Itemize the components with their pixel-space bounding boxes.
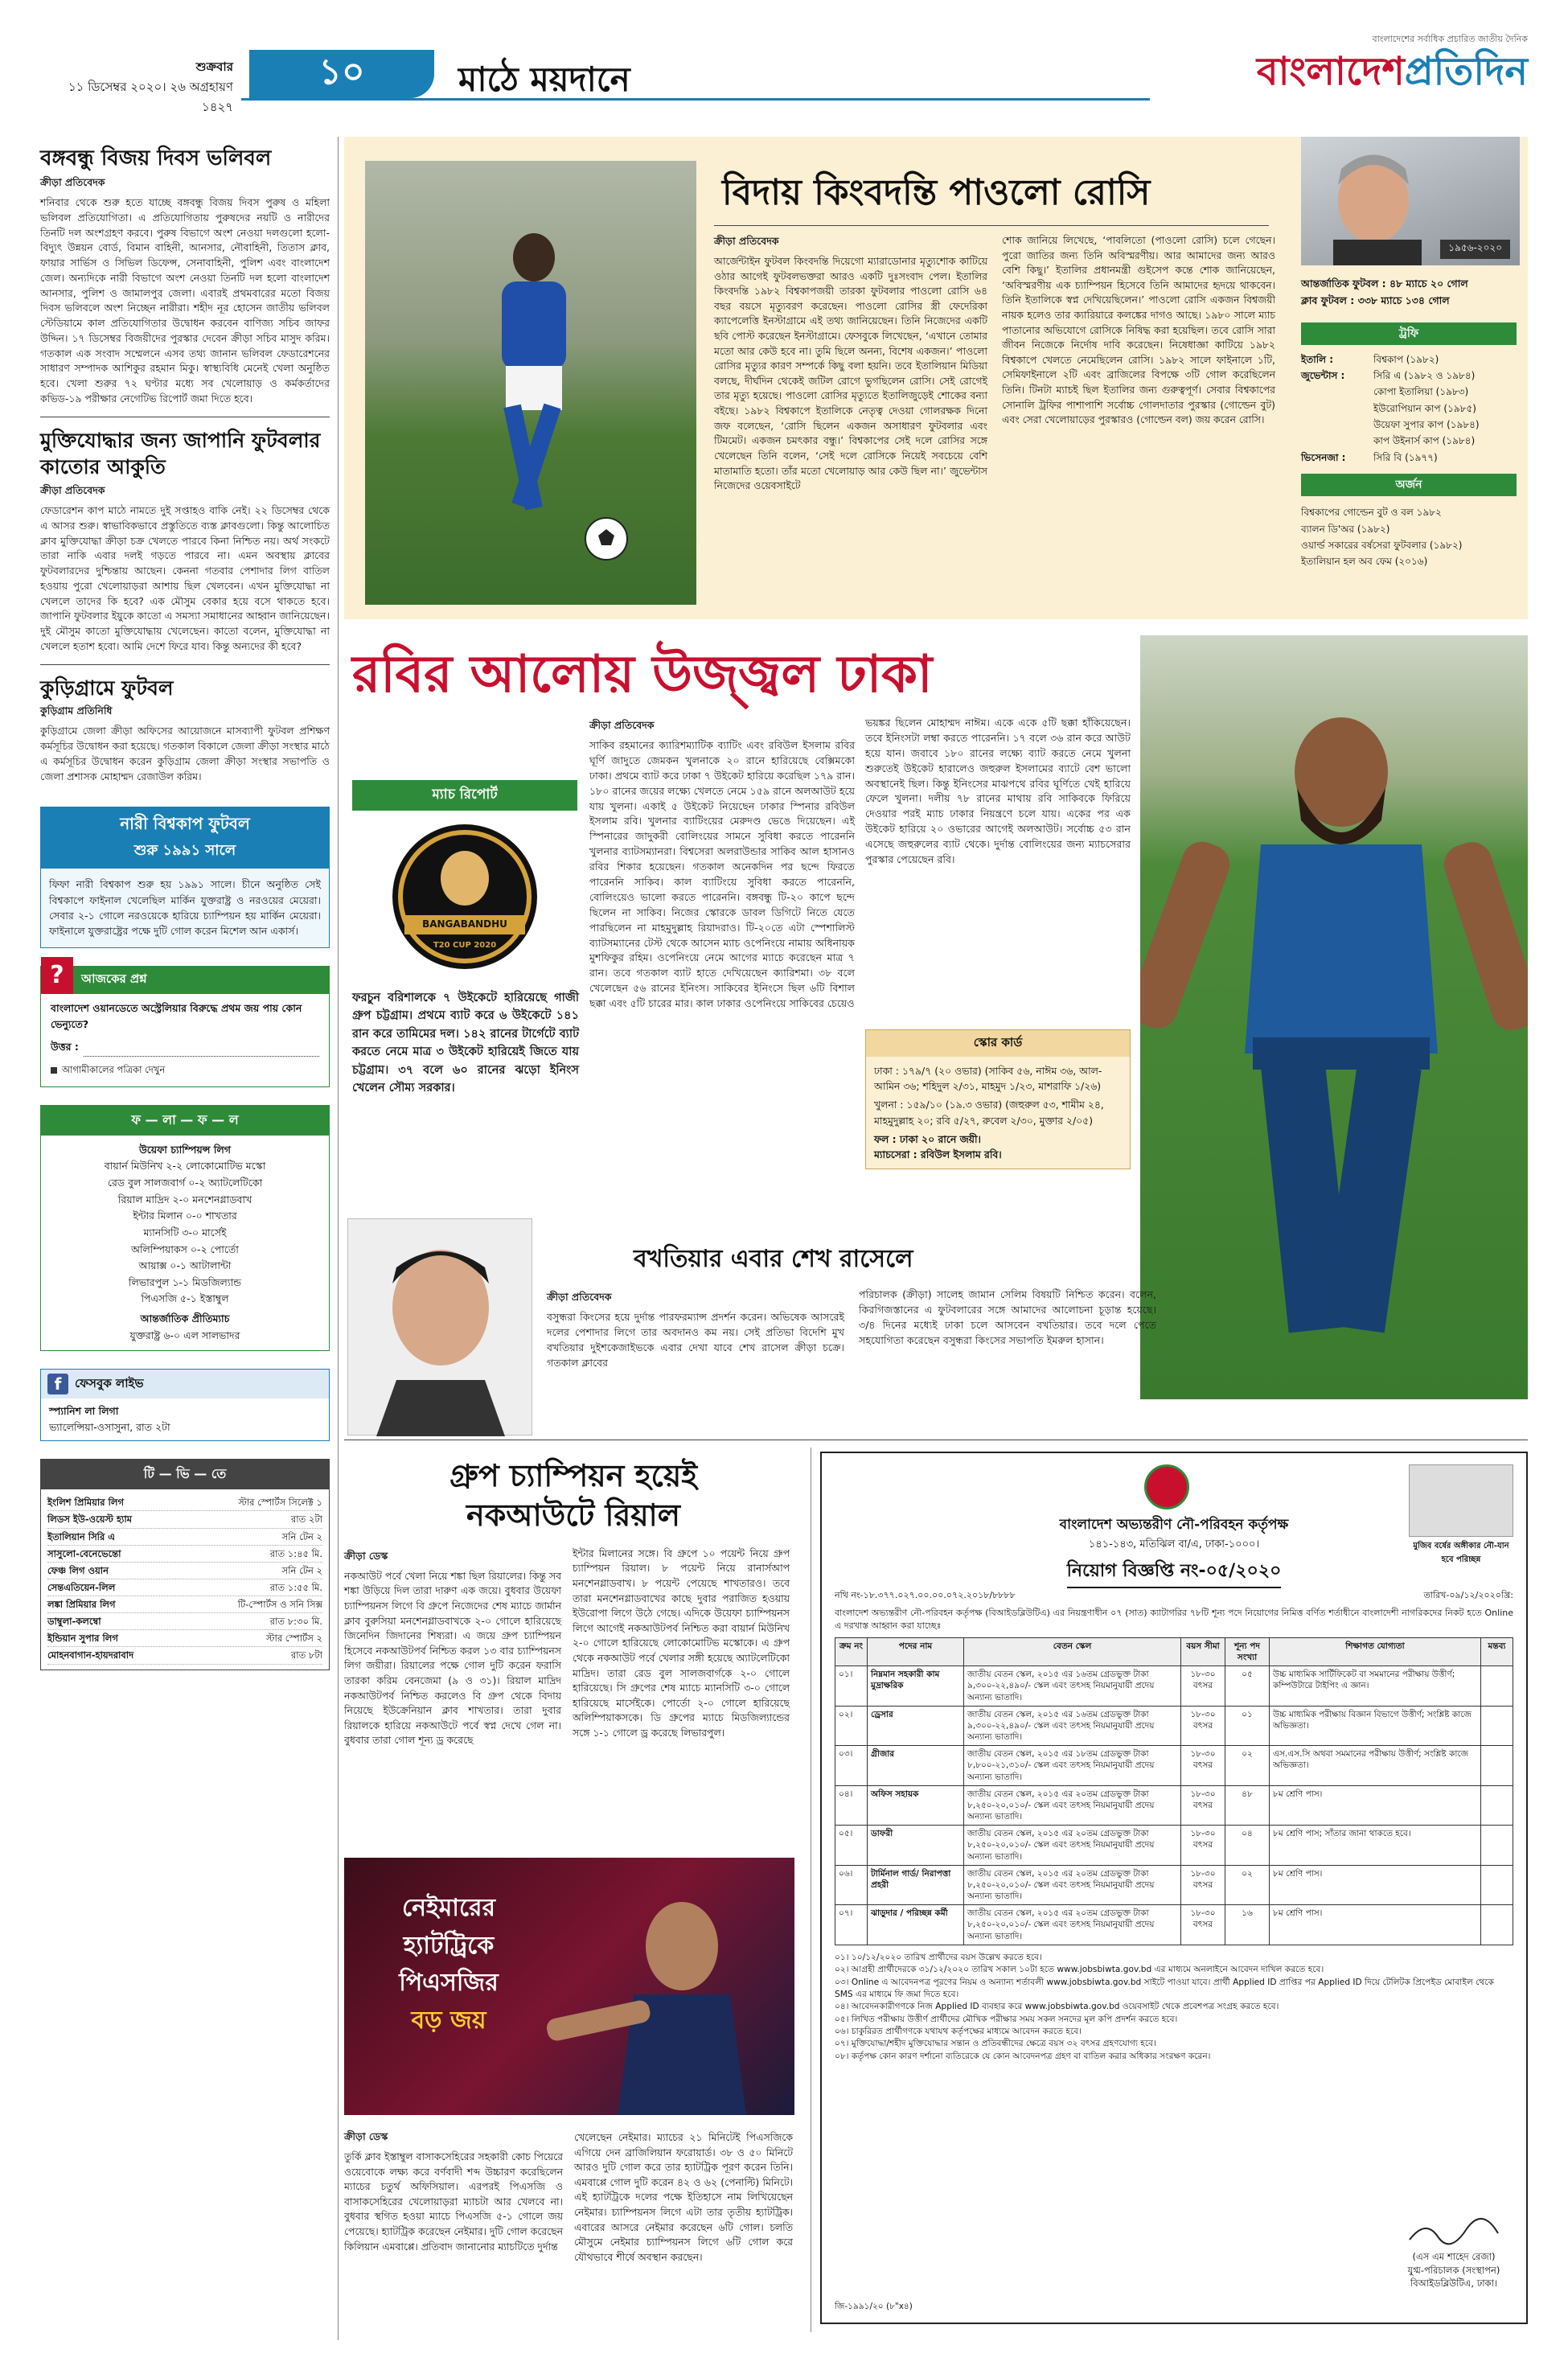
dhaka-col-2 — [865, 716, 1131, 868]
ad-memo-date: তারিখ-০৯/১২/২০২০খ্রি: — [1423, 1590, 1513, 1600]
trophy-team: ইতালি : — [1301, 353, 1334, 365]
column-divider — [338, 137, 339, 2340]
bakhtiyar-article — [344, 1210, 1172, 1452]
result-item: ইন্টার মিলান ০-০ শাখতার — [133, 1210, 237, 1222]
tv-name: লিডস ইউ-ওয়েস্ট হ্যাম — [47, 1514, 133, 1526]
page-number: ১০ — [318, 51, 365, 92]
achievement-title: অর্জন — [1301, 474, 1517, 496]
achievement-item: ইতালিয়ান হল অব ফেম (২০১৬) — [1301, 556, 1428, 568]
trophy-team: জুভেন্টাস : — [1301, 369, 1345, 381]
tv-name: ফেঞ্চ লিগ ওয়ান — [47, 1564, 109, 1576]
job-edu: এস.এস.সি অথবা সমমানের পরীক্ষায় উত্তীর্ণ; সংশ্লিষ্ট কাজে অভিজ্ঞতা। — [1270, 1746, 1481, 1786]
paper-name-1: বাংলাদেশ — [1256, 49, 1405, 94]
bakhtiyar-headline: বখতিয়ার এবার শেখ রাসেলে — [634, 1245, 913, 1273]
result-item: লিভারপুল ১-১ মিডজিল্যান্ড — [128, 1275, 242, 1288]
result-item: রিয়াল মাদ্রিদ ২-০ মনশেনগ্লাডবাখ — [117, 1193, 252, 1205]
player-portrait-figure — [348, 1219, 533, 1436]
job-age: ১৮-৩০ বৎসর — [1181, 1666, 1225, 1707]
trophy-team: ভিসেনজা : — [1301, 451, 1346, 463]
jobs-col-header: পদের নাম — [868, 1637, 964, 1665]
rossi-stat-intl: আন্তর্জাতিক ফুটবল : ৪৮ ম্যাচে ২০ গোল — [1301, 277, 1468, 290]
kurigram-body: কুড়িগ্রামে জেলা ক্রীড়া অফিসের আয়োজনে মাসব্যাপী ফুটবল প্রশিক্ষণ কর্মসূচির উদ্বোধন করা হয়েছে। গতকাল বিকালে জেলা ক্রীড়া সংস্থার মাঠে এ কর্মসূচির উদ্বোধন করেন কুড়িগ্রাম জেলা ক্রীড়া সংস্থার সভাপতি ও জেলা প্রশাসক মোহাম্মদ রেজাউল করিম। — [40, 725, 330, 782]
paper-logo — [1190, 32, 1528, 121]
real-headline-2: নকআউটে রিয়াল — [466, 1497, 680, 1534]
tv-row — [47, 1613, 322, 1630]
rossi-col-1 — [714, 232, 987, 494]
bakhtiyar-col-1 — [547, 1288, 844, 1371]
ad-notes — [835, 1952, 1513, 2063]
paper-tagline: বাংলাদেশের সর্বাধিক প্রচারিত জাতীয় দৈনিক — [1372, 34, 1528, 44]
trophy-item: সিরি বি (১৯৭৭) — [1373, 451, 1438, 463]
trophy-row — [1301, 433, 1517, 449]
left-column — [40, 145, 330, 2332]
job-age: ১৮-৩০ বৎসর — [1181, 1706, 1225, 1746]
scorecard-title: স্কোর কার্ড — [866, 1030, 1130, 1057]
masthead-rule — [241, 98, 1150, 101]
volleyball-byline: ক্রীড়া প্রতিবেদক — [40, 176, 105, 189]
quiz-answer-line — [84, 1041, 319, 1057]
dhaka-headline: রবির আলোয় উজ্জ্বল ঢাকা — [352, 644, 933, 704]
quiz-answer-label: উত্তর : — [51, 1040, 79, 1053]
job-count: ০২ — [1225, 1865, 1270, 1905]
result-item: অলিম্পিয়াকস ০-২ পোর্তো — [131, 1242, 239, 1255]
job-count: ০১ — [1225, 1706, 1270, 1746]
tv-info: রাত ৮টা — [290, 1649, 322, 1661]
job-remark — [1481, 1666, 1513, 1707]
trophy-item: কোপা ইতালিয়া (১৯৮৩) — [1373, 386, 1469, 398]
neymar-body-2: খেলেছেন নেইমার। ম্যাচের ২১ মিনিটেই পিএসজিকে এগিয়ে দেন ব্রাজিলিয়ান ফরোয়ার্ড। ৩৮ ও ৫০ মিনিটে আরও দুটি গোল করে তার হ্যাটট্রিক পূরণ করেন তিনি। এমবাপ্পে গোল দুটি করেন ৪২ ও ৬২ (পেনাল্টি) মিনিটে। এই হ্যাটট্রিকে দলের পক্ষে ইতিহাসে নাম লিখিয়েছেন নেইমার। চ্যাম্পিয়নস লিগে এটা তার তৃতীয় হ্যাটট্রিক। এবারের আসরে নেইমার করেছেন ৬টি গোল। চলতি মৌসুমে নেইমার চ্যাম্পিয়নস লিগে ৬টি গোল করে যৌথভাবে শীর্ষে অবস্থান করছেন। — [574, 2131, 793, 2263]
job-age: ১৮-৩০ বৎসর — [1181, 1785, 1225, 1826]
tv-info: সনি টেন ২ — [281, 1530, 322, 1542]
trophy-row — [1301, 400, 1517, 417]
tv-box — [40, 1459, 330, 1670]
tv-name: ইংলিশ প্রিমিয়ার লিগ — [47, 1497, 124, 1509]
achievement-item: বিশ্বকাপের গোল্ডেন বুট ও বল ১৯৮২ — [1301, 507, 1442, 519]
neymar-article — [344, 1850, 802, 2332]
achievement-item: ওয়ার্ল্ড সকারের বর্ষসেরা ফুটবলার (১৯৮২) — [1301, 540, 1463, 552]
job-edu: ৮ম শ্রেণি পাস। — [1270, 1785, 1481, 1826]
paper-name-2: প্রতিদিন — [1404, 49, 1528, 94]
bakhtiyar-body-1: বসুন্ধরা কিংসের হয়ে দুর্দান্ত পারফরম্যান্স প্রদর্শন করেন। অভিষেক আসরেই দলের পেশাদার লিগে তার অবদানও কম নয়। সেই প্রতিভা বিদেশি মুখ বখতিয়ার দুইশকেজাইভকে এবার দেখা যাবে শেখ রাসেল ক্রীড়া চক্রে। গতকাল ক্লাবের — [547, 1311, 844, 1369]
tv-row — [47, 1494, 322, 1511]
ad-org: বাংলাদেশ অভ্যন্তরীণ নৌ-পরিবহন কর্তৃপক্ষ — [1059, 1517, 1289, 1533]
quiz-note: আগামীকালের পত্রিকা দেখুন — [62, 1063, 166, 1075]
quiz-question: বাংলাদেশ ওয়ানডেতে অস্ট্রেলিয়ার বিরুদ্ধে প্রথম জয় পায় কোন ভেন্যুতে? — [51, 1001, 302, 1030]
result-item: বায়ার্ন মিউনিখ ২-২ লোকোমোটিভ মস্কো — [104, 1160, 266, 1173]
ad-note: ০১। ১০/১২/২০২০ তারিখ প্রার্থীদের বয়স উল্লেখ করতে হবে। — [835, 1952, 1042, 1962]
bakhtiyar-photo — [347, 1218, 532, 1435]
job-no: ০১। — [835, 1666, 868, 1707]
ad-note: ০৩। Online এ আবেদনপত্র পূরণের নিয়ম ও অন্যান্য শর্তাবলী www.jobsbiwta.gov.bd সাইটে পাওয়া যাবে। প্রার্থী Applied ID প্রাপ্তির পর Applied ID দিয়ে টেলিটক প্রিপেইড মোবাইল থেকে SMS এর মাধ্যমে ফি জমা দিতে হবে। — [835, 1977, 1494, 1999]
tv-name: সেন্তএতিয়েন-লিল — [47, 1581, 116, 1593]
rossi-years: ১৯৫৬-২০২০ — [1440, 240, 1510, 259]
job-post: নিম্নমান সহকারী কাম মুদ্রাক্ষরিক — [868, 1666, 964, 1707]
results-box — [40, 1105, 330, 1352]
job-post: ঝাড়ুদার / পরিচ্ছন্ন কর্মী — [868, 1905, 964, 1945]
dhaka-body-1: সাকিব রহমানের ক্যারিশম্যাটিক ব্যাটিং এবং রবিউল ইসলাম রবির ঘূর্ণি জাদুতে জেমকন খুলনাকে ২০ রানে হারিয়েছে বেক্সিমকো ঢাকা। প্রথমে ব্যাট করে ঢাকা ৭ উইকেট হারিয়ে করেছিল ১৭৯ রান। ১৮০ রানের জয়ের লক্ষ্যে খেলতে নেমে ১৫৯ রানে অলআউট হয়ে যায় খুলনা। একাই ৫ উইকেট নিয়েছেন ঢাকার স্পিনার রবিউল ইসলাম রবি। খুলনার ব্যাটিংয়ের মেরুদণ্ড ভেঙে দিয়েছেন। এই স্পিনারের জাদুকরী বোলিংয়ের সামনে সুবিধা করতে পারেননি খুলনার ব্যাটসম্যানরা। বিশ্বসেরা অলরাউন্ডার সাকিব আল হাসানও রবির শিকার হয়েছেন। গতকাল অনেকদিন পর ছন্দে ফিরতে পারেননি সাকিব। কাল ব্যাটিংয়ে সুবিধা করতে পারেননি, বোলিংয়েও ভালো করতে পারেননি। বঙ্গবন্ধু টি-২০ কাপে ছন্দে ছিলেন না সাকিব। নিজের স্কোরকে ডাবল ডিগিটে নিতে যেতে পারছিলেন না মাহমুদুল্লাহ রিয়াদরাও। টি-২০তে এটা স্পেশালিস্ট ব্যাটসম্যানের টেস্ট থেকে আসেন ম্যাচ ওপেনিংয়ে নামায় অধিনায়ক মুশফিকুর রহিম। ওপেনিংয়ে নেমে আগের ম্যাচে করেছেন মাত্র ৭ রান। তবে গতকাল ব্যাট হাতে দেখিয়েছেন ক্যারিশমা। ৩৮ বলে খেলেছেন ৫৬ রানের ইনিংস। সাকিবের ইনিংসে ছিল ৬টি বিশাল ছক্কা এবং ৫টি চারের মার। কাল ঢাকার ওপেনিংয়ে সাকিবের চেয়েও — [589, 739, 855, 1010]
tv-name: ডাম্বুলা-কলম্বো — [47, 1616, 101, 1628]
job-age: ১৮-৩০ বৎসর — [1181, 1865, 1225, 1905]
sig-title: যুগ্ম-পরিচালক (সংস্থাপন) — [1407, 2264, 1500, 2276]
rossi-body-1: আর্জেন্টাইন ফুটবল কিংবদন্তি দিয়েগো ম্যারাডোনার মৃত্যুশোক কাটিয়ে ওঠার আগেই ফুটবলভক্তরা আরও একটি দুঃসংবাদ পেল। ইতালির কিংবদন্তি ১৯৮২ বিশ্বকাপজয়ী তারকা ফুটবলার পাওলো রোসি ৬৪ বছর বয়সে মৃত্যুবরণ করেছেন। পাওলো রোসির স্ত্রী ফেদেরিকা ক্যাপেলেত্তি ইনস্টাগ্রামে এই তথ্য জানিয়েছেন। তিনি নিজেদের একটি ছবি পোস্ট করেছেন ইনস্টাগ্রামে। ফেসবুকে লিখেছেন, ‘এখানে তোমার মতো আর কেউ হবে না। তুমি ছিলে অনন্য, বিশেষ একজন।’ পাওলো রোসির মৃত্যুর কারণ সম্পর্কে কিছু বলা হয়নি। তবে ইতালিয়ান মিডিয়া বলছে, দীর্ঘদিন থেকেই জটিল রোগে ভুগছিলেন রোসি। সেই রোগেই তার মৃত্যু হয়েছে। পাওলো রোসির মৃত্যুতে ইতালিজুড়েই শোকের বন্যা বইছে। ১৯৮২ বিশ্বকাপে ইতালিকে নেতৃত্ব দেওয়া গোলরক্ষক দিনো জফ বলেছেন, ‘রোসি ছিলেন একজন অসাধারণ ফুটবলার এবং টিমমেট। একজন চমৎকার বন্ধু।’ বিশ্বকাপের সেই দলে রোসির সঙ্গে খেলেছেন তিনি বলেন, ‘সেই দলে রোসিকে নিয়েই সবচেয়ে বেশি মাতামাতি হতো। তাঁর মতো খেলোয়াড় আর কেউ ছিল না।’ জুভেন্টাস নিজেদের ওয়েবসাইটে — [714, 255, 987, 492]
tv-info: সনি টেন ২ — [281, 1564, 322, 1576]
achievement-list — [1290, 501, 1528, 573]
question-mark-icon: ? — [41, 957, 73, 994]
recruitment-ad — [820, 1452, 1528, 2324]
job-edu: উচ্চ মাধ্যমিক সার্টিফিকেট বা সমমানের পরীক্ষায় উত্তীর্ণ; কম্পিউটারে টাইপিং এ জ্ঞান। — [1270, 1666, 1481, 1707]
rossi-body-2: শোক জানিয়ে লিখেছে, ‘পাবলিতো (পাওলো রোসি) চলে গেছেন। পুরো জাতির জন্য তিনি অবিস্মরণীয়। আর আমাদের জন্য আরও বেশি কিছু।’ ইতালির প্রধানমন্ত্রী গুইসেপ কন্তে শোক জানিয়েছেন, ‘অবিস্মরণীয় এক চ্যাম্পিয়ন হিসেবে তিনি আমাদের হৃদয়ে থাকবেন। তিনি ইতালিকে স্বপ্ন দেখিয়েছিলেন।’ পাওলো রোসি একজন বিশ্বজয়ী নায়ক হলেও তার ক্যারিয়ারে কলঙ্কের দাগও আছে। ১৯৮০ সালে ম্যাচ পাতানোর অভিযোগে রোসিকে নিষিদ্ধ করা হয়েছিল। তবে রোসি সারা জীবন নিজেকে নির্দোষ দাবি করেছেন। নিষেধাজ্ঞা কাটিয়ে ১৯৮২ বিশ্বকাপে খেলতে নেমেছিলেন রোসি। ১৯৮২ সালে ফাইনালে ১টি, সেমিফাইনালে ২টি এবং ব্রাজিলের বিপক্ষে ৩টি গোল করেছিলেন তিনি। টিনটা ম্যাচই ছিল ইতালির জন্য গুরুত্বপূর্ণ। সেবার বিশ্বকাপের সোনালি ট্রফির পাশাপাশি সর্বোচ্চ গোলদাতার পুরস্কার (গোল্ডেন বুট) এবং সেরা খেলোয়াড়ের পুরস্কারও (গোল্ডেন বল) জয় করেন রোসি। — [1002, 234, 1275, 426]
neymar-byline: ক্রীড়া ডেস্ক — [344, 2130, 388, 2142]
ad-memo: নথি নং-১৮.৩৭৭.০২৭.০০.০০.০৭২.২০১৮/৮৮৮৮ — [835, 1590, 1016, 1600]
tv-row — [47, 1579, 322, 1596]
day: শুক্রবার — [195, 60, 233, 74]
ad-note: ০৭। মুক্তিযোদ্ধা/শহীদ মুক্তিযোদ্ধার সন্তান ও প্রতিবন্ধীদের ক্ষেত্রে বয়স ৩২ বৎসর গ্রহণযোগ্য হবে। — [835, 2039, 1156, 2049]
trophy-list — [1290, 348, 1528, 470]
job-no: ০৩। — [835, 1746, 868, 1786]
tv-row — [47, 1596, 322, 1613]
facebook-live-label: ফেসবুক লাইভ — [75, 1375, 144, 1390]
job-scale: জাতীয় বেতন স্কেল, ২০১৫ এর ১৬তম গ্রেডভুক্ত টাকা ৯,৩০০-২২,৪৯০/- স্কেল এবং তৎসহ নিয়মানুযায়ী প্রদেয় অন্যান্য ভাতাদি। — [964, 1666, 1181, 1707]
tv-name: ইতালিয়ান সিরি এ — [47, 1530, 116, 1542]
trophy-team — [1301, 384, 1373, 400]
job-count: ০৫ — [1225, 1666, 1270, 1707]
ad-address: ১৪১-১৪৩, মতিঝিল বা/এ, ঢাকা-১০০০। — [1088, 1538, 1260, 1550]
rossi-byline: ক্রীড়া প্রতিবেদক — [714, 235, 779, 247]
tv-row — [47, 1630, 322, 1647]
job-edu: ৮ম শ্রেণি পাস; সাঁতার জানা থাকতে হবে। — [1270, 1826, 1481, 1866]
job-post: ডাফরী — [868, 1826, 964, 1866]
logo-text-2: T20 CUP 2020 — [433, 941, 497, 950]
job-post: টার্মিনাল গার্ড/ নিরাপত্তা প্রহরী — [868, 1865, 964, 1905]
volleyball-body: শনিবার থেকে শুরু হতে যাচ্ছে বঙ্গবন্ধু বিজয় দিবস পুরুষ ও মহিলা ভলিবল প্রতিযোগিতা। এ প্রতিযোগিতায় পুরুষদের নয়টি ও নারীদের তিনটি দল অংশগ্রহণ করবে। পুরুষ বিভাগে অংশ নেওয়া দলগুলো হলো- বিদ্যুৎ উন্নয়ন বোর্ড, বিমান বাহিনী, আনসার, নৌবাহিনী, তিতাস ক্লাব, ফায়ার সার্ভিস ও সিভিল ডিফেন্স, সেনাবাহিনী, পুলিশ এবং বাংলাদেশ জেল। অন্যদিকে নারী বিভাগে অংশ নেওয়া তিনটি দল হলো বাংলাদেশ আনসার, পুলিশ ও জামালপুর জেলা। এবারই প্রথমবারের মতো বিজয় দিবস ভলিবলে অংশ নিচ্ছেন নারীরা। শহীদ নূর হোসেন জাতীয় ভলিবল স্টেডিয়ামে কাল প্রতিযোগিতার উদ্বোধন করবেন বাণিজ্য সচিব জাফর উদ্দিন। ১৭ ডিসেম্বর বিজয়ীদের পুরস্কার দেবেন ক্রীড়া সচিব মাসুদ করিম। গতকাল এক সংবাদ সম্মেলনে এসব তথ্য জানান ভলিবল ফেডারেশনের সাধারণ সম্পাদক আশিকুর রহমান মিকু। স্বাস্থ্যবিধি মেনেই খেলা অনুষ্ঠিত হবে। খেলা শুরুর ৭২ ঘণ্টার মধ্যে সব খেলোয়াড় ও কর্মকর্তাদের কভিড-১৯ পরীক্ষার নেগেটিভ রিপোর্ট জমা দিতে হবে। — [40, 196, 330, 405]
result-item: রেড বুল সালজবার্গ ০-২ অ্যাটলেটিকো — [107, 1177, 263, 1189]
results-title: ফ — লা — ফ — ল — [41, 1106, 329, 1136]
neymar-headline-3: পিএসজির — [399, 1969, 499, 1997]
ad-note: ০৫। লিখিত পরীক্ষায় উত্তীর্ণ প্রার্থীদের মৌখিক পরীক্ষার সময় সকল সনদের মূল কপি প্রদর্শন করতে হবে। — [835, 2014, 1178, 2024]
job-no: ০৪। — [835, 1785, 868, 1826]
result-item: ম্যানসিটি ৩-০ মার্সেই — [143, 1226, 227, 1238]
sig-name: (এস এম শাহেদ রেজা) — [1412, 2250, 1496, 2262]
trophy-item: সিরি এ (১৯৮২ ও ১৯৮৪) — [1373, 369, 1476, 381]
job-no: ০৫। — [835, 1826, 868, 1866]
job-post: অফিস সহায়ক — [868, 1785, 964, 1826]
trophy-team — [1301, 433, 1373, 449]
job-remark — [1481, 1905, 1513, 1945]
trophy-emblem-icon — [388, 820, 541, 973]
bakhtiyar-byline: ক্রীড়া প্রতিবেদক — [547, 1291, 612, 1303]
score-line: ঢাকা : ১৭৯/৭ (২০ ওভার) (সাকিব ৫৬, নাঈম ৩৬, আল-আমিন ৩৬; শহিদুল ২/৩১, মাহমুদ ১/২৩, মাশরাফি ১/২৬) — [874, 1065, 1102, 1093]
ad-intro: বাংলাদেশ অভ্যন্তরীণ নৌ-পরিবহন কর্তৃপক্ষ (বিআইডব্লিউটিএ) এর নিয়ন্ত্রণাধীন ০৭ (সাত) ক্যাটাগরির ৭৮টি শূন্য পদে নিয়োগের নিমিত্ত বর্ণিত শর্তাধীনে বাংলাদেশী নাগরিকদের নিকট হতে Online এ দরখাস্ত আহ্বান করা যাচ্ছেঃ — [835, 1608, 1513, 1631]
divider — [40, 664, 330, 665]
bullet-icon — [51, 1067, 57, 1074]
neymar-headline-1: নেইমারের — [401, 1894, 496, 1922]
tv-name: লঙ্কা প্রিমিয়ার লিগ — [47, 1599, 116, 1611]
dhaka-lead: ফরচুন বরিশালকে ৭ উইকেটে হারিয়েছে গাজী গ্রুপ চট্টগ্রাম। প্রথমে ব্যাট করে ৬ উইকেটে ১৪১ রান করে তামিমের দল। ১৪২ রানের টার্গেটে ব্যাট করতে নেমে মাত্র ৩ উইকেট হারিয়েই জিতে যায় চট্টগ্রাম। ৩৭ বলে ৬০ রানের ঝড়ো ইনিংস খেলেন সৌম্য সরকার। — [352, 992, 579, 1095]
job-scale: জাতীয় বেতন স্কেল, ২০১৫ এর ১৬তম গ্রেডভুক্ত টাকা ৯,৩০০-২২,৪৯০/- স্কেল এবং তৎসহ নিয়মানুযায়ী প্রদেয় অন্যান্য ভাতাদি। — [964, 1706, 1181, 1746]
kato-title: মুক্তিযোদ্ধার জন্য জাপানি ফুটবলার কাতোর আকুতি — [40, 428, 321, 479]
score-line: ম্যাচসেরা : রবিউল ইসলাম রবি। — [874, 1148, 1002, 1161]
date-block — [40, 58, 233, 118]
ad-note: ০৬। চাকুরিরত প্রার্থীগণকে যথাযথ কর্তৃপক্ষের মাধ্যমে আবেদন করতে হবে। — [835, 2026, 1082, 2036]
rossi-portrait — [1301, 137, 1520, 265]
table-row — [835, 1666, 1513, 1707]
tv-title: টি — ভি — তে — [41, 1460, 329, 1489]
page-number-badge — [249, 50, 434, 98]
quiz-box — [40, 961, 330, 1087]
tv-info: রাত ১:৫৫ মি. — [269, 1581, 322, 1593]
ad-signature — [1406, 2217, 1502, 2290]
job-count: ০৪ — [1225, 1826, 1270, 1866]
trophy-team — [1301, 417, 1373, 433]
job-count: ৪৮ — [1225, 1785, 1270, 1826]
intl-result: যুক্তরাষ্ট্র ৬-০ এল সালভাদর — [129, 1329, 240, 1341]
job-remark — [1481, 1785, 1513, 1826]
table-row — [835, 1905, 1513, 1945]
result-item: পিএসজি ৫-১ ইস্তাম্বুল — [141, 1292, 229, 1305]
sig-org: বিআইডব্লিউটিএ, ঢাকা। — [1410, 2277, 1498, 2290]
achievement-item: ব্যালন ডি'অর (১৯৮২) — [1301, 523, 1390, 535]
trophy-row — [1301, 368, 1517, 384]
kato-body: ফেডারেশন কাপ মাঠে নামতে দুই সপ্তাহও বাকি নেই। ২২ ডিসেম্বর থেকে এ আসর শুরু। স্বাভাবিকভাবে প্রস্তুতিতে ব্যস্ত ক্লাবগুলো। কিন্তু আলোচিত ক্লাব মুক্তিযোদ্ধা ক্রীড়া চক্র খেলতে পারবে কিনা নিশ্চিত নয়। অর্থ সংকটে তারা নাকি এবার দলই গড়তে পারবে না। এমন অবস্থায় ক্লাবের ফুটবলারদের দুশ্চিন্তায় আছেন। কেননা গতবার পেশাদার লিগ বাতিল হওয়ায় পুরো খেলোয়াড়রা আশায় ছিল খেলবেন। এখন মুক্তিযোদ্ধা না খেললে তাদের কি হবে? এক মৌসুম বেকার হয়ে বসে থাকতে হবে। জাপানি ফুটবলার ইয়ুকে কাতো এ সমস্যা সমাধানের আহ্বান জানিয়েছেন। দুই মৌসুম কাতো মুক্তিযোদ্ধায় খেলেছেন। কাতো বলেন, মুক্তিযোদ্ধা না খেললে হতাশ হবো। আমি দেশে ফিরে যাব। কিন্তু অন্যদের কী হবে? — [40, 504, 330, 652]
signature-icon — [1406, 2217, 1502, 2246]
job-scale: জাতীয় বেতন স্কেল, ২০১৫ এর ২০তম গ্রেডভুক্ত টাকা ৮,২৫০-২০,০১০/- স্কেল এবং তৎসহ নিয়মানুযায়ী প্রদেয় অন্যান্য ভাতাদি। — [964, 1905, 1181, 1945]
dhaka-body-2: ভয়ঙ্কর ছিলেন মোহাম্মদ নাঈম। একে একে ৫টি ছক্কা হাঁকিয়েছেন। তবে ইনিংসটা লম্বা করতে পারেননি। ১৭ বলে ৩৬ রান করে আউট হয়ে যান। জবাবে ১৮০ রানের লক্ষ্যে ব্যাট করতে নেমে খুলনা শুরুতেই উইকেট হারালেও জহুরুল ইসলামের ব্যাটে বেশ ভালো অবস্থানেই ছিল। কিন্তু ইনিংসের মাঝপথে রবির ঘূর্ণিতে খেই হারিয়ে ফেলে খুলনা। দলীয় ৭৮ রানের মাথায় রবি সাকিবকে ফিরিয়ে দেওয়ার পরই ম্যাচ ঢাকার নিয়ন্ত্রণে চলে যায়। একের পর এক উইকেট হারিয়ে ২০ ওভারের আগেই অলআউট। সর্বোচ্চ ৫৩ রান এসেছে জহুরুলের ব্যাট থেকে। দুর্দান্ত বোলিংয়ের জন্য ম্যাচসেরার পুরস্কার পেয়েছেন রবি। — [865, 717, 1131, 866]
job-count: ০২ — [1225, 1746, 1270, 1786]
trophy-row — [1301, 450, 1517, 466]
job-post: গ্রীজার — [868, 1746, 964, 1786]
jobs-col-header: ক্রম নং — [835, 1637, 868, 1665]
cricketer-figure — [1140, 635, 1528, 1399]
result-item: আয়াক্স ০-১ আটালান্টা — [138, 1259, 232, 1272]
tv-info: রাত ২টা — [290, 1514, 322, 1526]
real-body-2: ইন্টার মিলানের সঙ্গে। বি গ্রুপে ১০ পয়েন্ট নিয়ে গ্রুপ চ্যাম্পিয়ন রিয়াল। ৮ পয়েন্ট নিয়ে রানার্সআপ মনশেনগ্লাডবাখ। ৮ পয়েন্ট পেয়েছে শাখতারও। তবে তারা মনশেনগ্লাডবাখের কাছে দুবার পরাজিত হওয়ায় ইউরোপা লিগে উঠে গেছে। এদিকে উয়েফা চ্যাম্পিয়নস লিগে আগেই নকআউটপর্ব নিশ্চিত করা বায়ার্ন মিউনিখ ২-০ গোলে হারিয়েছে লোকোমোটিভ মস্কোকে। এ গ্রুপ থেকে নকআউট পর্বে খেলার সঙ্গী হয়েছে অ্যাটলেটিকো মাদ্রিদ। তারা রেড বুল সালজবার্গকে ২-০ গোলে হারিয়েছে। সি গ্রুপের শেষ ম্যাচে ম্যানসিটি ৩-০ গোলে হারিয়েছে মার্সেইকে। পোর্তো ২-০ গোলে হারিয়েছে অলিম্পিয়াকসকে। ডি গ্রুপের ম্যাচে মিডজিল্যান্ডের সঙ্গে ১-১ গোলে ড্র করেছে লিভারপুল। — [573, 1546, 790, 1739]
bangabandhu-cup-logo — [388, 820, 541, 973]
job-count: ১৬ — [1225, 1905, 1270, 1945]
tv-info: রাত ১:৪৫ মি. — [269, 1547, 322, 1559]
job-age: ১৮-৩০ বৎসর — [1181, 1746, 1225, 1786]
jobs-col-header: বেতন স্কেল — [964, 1637, 1181, 1665]
masthead — [40, 32, 1528, 129]
score-line: ফল : ঢাকা ২০ রানে জয়ী। — [874, 1132, 981, 1145]
bakhtiyar-body-2: পরিচালক (ক্রীড়া) সালেহ জামান সেলিম বিষয়টি নিশ্চিত করেন। বলেন, কিরগিজস্তানের এ ফুটবলারের সঙ্গে আমাদের আলোচনা চূড়ান্ত হয়েছে। ৩/৪ দিনের মধ্যেই ঢাকা চলে আসবেন বখতিয়ার। তবে দলে পেতে সহযোগিতা করেছেন বসুন্ধরা কিংসের সভাপতি ইমরুল হাসান। — [859, 1288, 1156, 1346]
job-no: ০৬। — [835, 1865, 868, 1905]
kato-article — [40, 427, 330, 655]
ad-headline: নিয়োগ বিজ্ঞপ্তি নং-০৫/২০২০ — [1067, 1557, 1282, 1588]
results-list — [49, 1158, 321, 1308]
job-remark — [1481, 1706, 1513, 1746]
table-row — [835, 1785, 1513, 1826]
match-report-label — [352, 780, 577, 811]
job-scale: জাতীয় বেতন স্কেল, ২০১৫ এর ২০তম গ্রেডভুক্ত টাকা ৮,২৫০-২০,০১০/- স্কেল এবং তৎসহ নিয়মানুযায়ী প্রদেয় অন্যান্য ভাতাদি। — [964, 1785, 1181, 1826]
job-scale: জাতীয় বেতন স্কেল, ২০১৫ এর ২০তম গ্রেডভুক্ত টাকা ৮,২৫০-২০,০১০/- স্কেল এবং তৎসহ নিয়মানুযায়ী প্রদেয় অন্যান্য ভাতাদি। — [964, 1865, 1181, 1905]
job-scale: জাতীয় বেতন স্কেল, ২০১৫ এর ২০তম গ্রেডভুক্ত টাকা ৮,২৫০-২০,০১০/- স্কেল এবং তৎসহ নিয়মানুযায়ী প্রদেয় অন্যান্য ভাতাদি। — [964, 1826, 1181, 1866]
real-headline-1: গ্রুপ চ্যাম্পিয়ন হয়েই — [449, 1457, 697, 1493]
real-byline: ক্রীড়া ডেস্ক — [344, 1549, 388, 1562]
score-list — [866, 1057, 1130, 1169]
tv-list — [41, 1489, 329, 1669]
job-remark — [1481, 1746, 1513, 1786]
tv-info: স্টার স্পোর্টস সিলেক্ট ১ — [238, 1497, 322, 1509]
job-no: ০৭। — [835, 1905, 868, 1945]
tv-info: স্টার স্পোর্টস ২ — [266, 1633, 322, 1645]
trophy-item: কাপ উইনার্স কাপ (১৯৮৪) — [1373, 435, 1476, 447]
kurigram-article — [40, 675, 330, 785]
box-body: ফিফা নারী বিশ্বকাপ শুরু হয় ১৯৯১ সালে। চীনে অনুষ্ঠিত সেই বিশ্বকাপে ফাইনাল খেলেছিল মার্কিন যুক্তরাষ্ট্র ও নরওয়ের মেয়েরা। সেবার ২-১ গোলে নরওয়েকে হারিয়ে চ্যাম্পিয়ন হয় মার্কিন মেয়েরা। ফাইনালে যুক্তরাষ্ট্রের পক্ষে দুটি গোল করেন মিশেল আন একার্স। — [49, 878, 321, 938]
intl-subtitle: আন্তর্জাতিক প্রীতিম্যাচ — [140, 1312, 230, 1325]
tv-name: ইন্ডিয়ান সুপার লিগ — [47, 1633, 118, 1645]
table-row — [835, 1865, 1513, 1905]
footballer-figure — [365, 161, 696, 605]
scorecard — [865, 1029, 1131, 1169]
facebook-live-box — [40, 1369, 330, 1441]
job-edu: ৮ম শ্রেণি পাস। — [1270, 1905, 1481, 1945]
tv-row — [47, 1563, 322, 1579]
volleyball-article — [40, 145, 330, 407]
bakhtiyar-col-2 — [859, 1288, 1156, 1349]
match-report-text: ম্যাচ রিপোর্ট — [432, 787, 498, 803]
ad-note: ০২। আগ্রহী প্রার্থীদেরকে ৩১/১২/২০২০ তারিখ সকাল ১০টা হতে www.jobsbiwta.gov.bd এর মাধ্যমে অনলাইনে আবেদন দাখিল করতে হবে। — [835, 1965, 1324, 1975]
date: ১১ ডিসেম্বর ২০২০। ২৬ অগ্রহায়ণ ১৪২৭ — [68, 80, 233, 114]
rossi-feature — [344, 137, 1528, 619]
job-remark — [1481, 1865, 1513, 1905]
jobs-col-header: বয়স সীমা — [1181, 1637, 1225, 1665]
logo-text-1: BANGABANDHU — [422, 918, 507, 930]
neymar-photo — [344, 1858, 794, 2115]
rabiul-photo — [1140, 635, 1528, 1399]
neymar-headline-4: বড় জয় — [411, 2006, 486, 2035]
rossi-sidebar — [1290, 137, 1528, 619]
jobs-col-header: শিক্ষাগত যোগ্যতা — [1270, 1637, 1481, 1665]
tv-row — [47, 1647, 322, 1664]
trophy-item: বিশ্বকাপ (১৯৮২) — [1373, 353, 1439, 365]
job-age: ১৮-৩০ বৎসর — [1181, 1905, 1225, 1945]
job-age: ১৮-৩০ বৎসর — [1181, 1826, 1225, 1866]
score-line: খুলনা : ১৫৯/১০ (১৯.৩ ওভার) (জহুরুল ৫৩, শামীম ২৪, মাহমুদুল্লাহ ২০; রবি ৫/২৭, রুবেল ২/৩০, মুক্তার ২/০৫) — [874, 1099, 1104, 1127]
tv-info: টি-স্পোর্টস ও সনি সিক্স — [237, 1599, 322, 1611]
trophy-item: উয়েফা সুপার কাপ (১৯৮৪) — [1373, 419, 1480, 431]
ad-code: জি-১৯৯১/২০ (৮"x৪) — [835, 2302, 913, 2311]
volleyball-title: বঙ্গবন্ধু বিজয় দিবস ভলিবল — [40, 146, 272, 170]
fb-league: স্প্যানিশ লা লিগা — [49, 1405, 119, 1418]
kurigram-byline: কুড়িগ্রাম প্রতিনিধি — [40, 704, 113, 717]
tv-row — [47, 1511, 322, 1528]
tv-name: সাসুলো-বেনেভেন্তো — [47, 1547, 121, 1559]
jobs-col-header: শূন্য পদ সংখ্যা — [1225, 1637, 1270, 1665]
trophy-row — [1301, 351, 1517, 368]
rossi-action-photo — [365, 161, 696, 605]
fb-match: ভ্যালেন্সিয়া-ওসাসুনা, রাত ২টা — [49, 1421, 170, 1434]
box-title-2: শুরু ১৯৯১ সালে — [133, 842, 236, 860]
job-remark — [1481, 1826, 1513, 1866]
facebook-icon[interactable]: f — [47, 1374, 68, 1394]
job-post: ড্রেসার — [868, 1706, 964, 1746]
kurigram-title: কুড়িগ্রামে ফুটবল — [40, 676, 174, 700]
trophy-row — [1301, 417, 1517, 433]
trophy-item: ইউরোপিয়ান কাপ (১৯৮৫) — [1373, 402, 1476, 414]
women-worldcup-box — [40, 807, 330, 948]
divider — [714, 225, 1269, 226]
tv-name: মোহনবাগান-হায়দরাবাদ — [47, 1649, 134, 1661]
quiz-label: আজকের প্রশ্ন — [81, 971, 147, 987]
rossi-stat-club: ক্লাব ফুটবল : ৩৩৮ ম্যাচে ১৩৪ গোল — [1301, 294, 1450, 307]
dhaka-col-1 — [589, 716, 855, 1012]
section-title: মাঠে ময়দানে — [458, 60, 630, 99]
real-body-1: নকআউট পর্বে খেলা নিয়ে শঙ্কা ছিল রিয়ালের। কিন্তু সব শঙ্কা উড়িয়ে দিল তারা দারুণ এক জয়ে। বুধবার উয়েফা চ্যাম্পিয়নস লিগে বি গ্রুপে নিজেদের শেষ ম্যাচে জার্মান ক্লাব বুরুসিয়া মনশেনগ্লাডবাখকে ২-০ গোলে হারিয়েছে জিনেদিন জিদানের শিষ্যরা। এ জয়ে গ্রুপ চ্যাম্পিয়ন হিসেবে নকআউটপর্ব নিশ্চিত করল ১৩ বার চ্যাম্পিয়নস লিগ জয়ীরা। রিয়ালের পক্ষে গোল দুটি করেন ফরাসি তারকা করিম বেনজেমা (৯ ও ৩১)। রিয়াল মাদ্রিদ নকআউটপর্ব নিশ্চিত করলেও বি গ্রুপ থেকে বিদায় নিয়েছে ইউক্রেনিয়ান ক্লাব শাখতার। তারা দুবার রিয়ালকে হারিয়ে নকআউটে পর্বে স্বপ্ন দেখে গেল না। বুধবার তারা গোল শূন্য ড্র করেছে — [344, 1569, 561, 1747]
trophy-team — [1301, 400, 1373, 417]
tv-row — [47, 1546, 322, 1563]
dhaka-byline: ক্রীড়া প্রতিবেদক — [589, 719, 655, 731]
table-row — [835, 1746, 1513, 1786]
results-subtitle: উয়েফা চ্যাম্পিয়ন্স লিগ — [139, 1143, 231, 1156]
trophy-title: ট্রফি — [1301, 322, 1517, 345]
real-article — [344, 1448, 802, 1826]
ad-note: ০৮। কর্তৃপক্ষ কোন কারণ দর্শানো ব্যতিরেকে যে কোন আবেদনপত্র গ্রহণ বা বাতিল করার অধিকার সংরক্ষণ করেন। — [835, 2051, 1211, 2061]
table-row — [835, 1706, 1513, 1746]
job-scale: জাতীয় বেতন স্কেল, ২০১৫ এর ১৮তম গ্রেডভুক্ত টাকা ৮,৮০০-২১,৩১০/- স্কেল এবং তৎসহ নিয়মানুযায়ী প্রদেয় অন্যান্য ভাতাদি। — [964, 1746, 1181, 1786]
trophy-row — [1301, 384, 1517, 400]
kato-byline: ক্রীড়া প্রতিবেদক — [40, 484, 105, 497]
job-edu: ৮ম শ্রেণি পাস। — [1270, 1865, 1481, 1905]
rossi-col-2 — [1002, 233, 1275, 428]
rossi-headline: বিদায় কিংবদন্তি পাওলো রোসি — [722, 172, 1151, 213]
box-title-1: নারী বিশ্বকাপ ফুটবল — [120, 814, 250, 834]
jobs-col-header: মন্তব্য — [1481, 1637, 1513, 1665]
tv-row — [47, 1529, 322, 1546]
jobs-table — [835, 1637, 1513, 1945]
job-edu: উচ্চ মাধ্যমিক পরীক্ষায় বিজ্ঞান বিভাগে উত্তীর্ণ; সংশ্লিষ্ট কাজে অভিজ্ঞতা। — [1270, 1706, 1481, 1746]
tv-info: রাত ৮:৩০ মি. — [269, 1616, 322, 1628]
ad-side-caption: মুজিব বর্ষের অঙ্গীকার নৌ-যান হবে পরিচ্ছন্ন — [1413, 1542, 1509, 1564]
neymar-headline-2: হ্যাটট্রিকে — [403, 1931, 495, 1960]
neymar-body-1: তুর্কি ক্লাব ইস্তাম্বুল বাসাকসেহিরের সহকারী কোচ পিয়েরে ওয়েবোকে লক্ষ্য করে বর্ণবাদী শব্দ উচ্চারণ করেছিলেন ম্যাচের চতুর্থ অফিসিয়াল। এরপরই পিএসজি ও বাসাকসেহিরের খেলোয়াড়রা ম্যাচটা আর খেলবে না। বুধবার স্থগিত হওয়া ম্যাচে পিএসজি ৫-১ গোলে জয় পেয়েছে। হ্যাটট্রিক করেছেন নেইমার। দুটি গোল করেছেন কিলিয়ান এমবাপ্পে। প্রতিবাদ জানানোর ম্যাচটিতে দুর্দান্ত — [344, 2150, 563, 2253]
job-no: ০২। — [835, 1706, 868, 1746]
table-row — [835, 1826, 1513, 1866]
ad-note: ০৪। আবেদনকারীগণকে নিজ Applied ID ব্যবহার করে www.jobsbiwta.gov.bd ওয়েবসাইট থেকে প্রবেশপত্র সংগ্রহ করতে হবে। — [835, 2002, 1279, 2012]
govt-emblem-icon — [1144, 1464, 1189, 1509]
